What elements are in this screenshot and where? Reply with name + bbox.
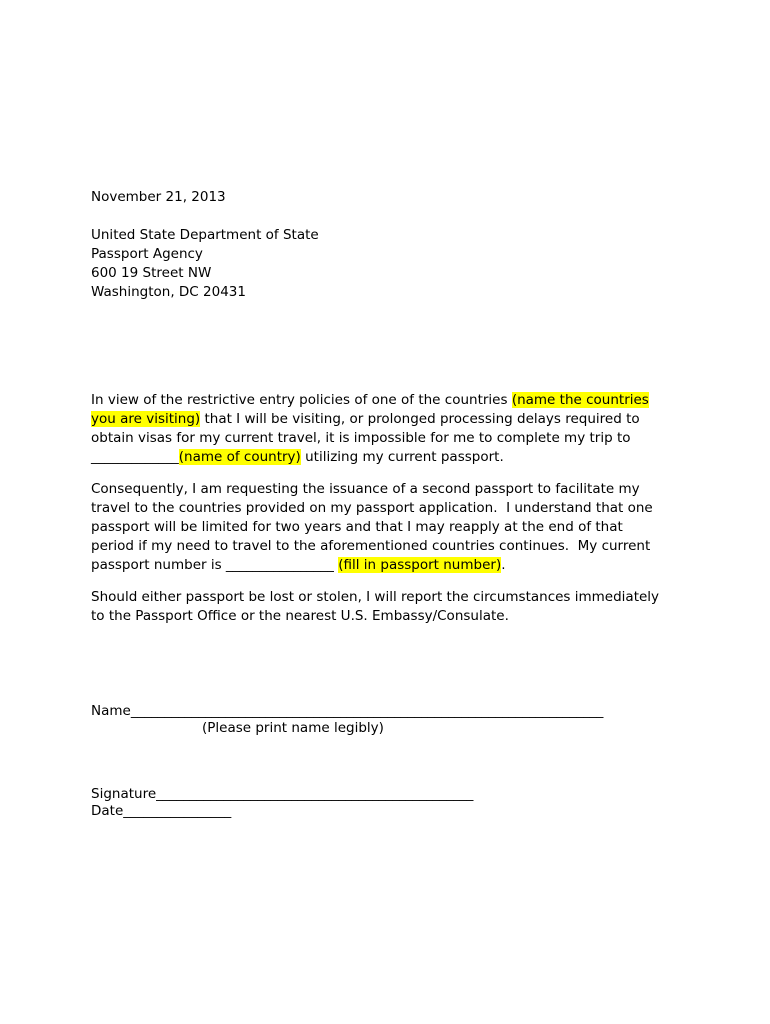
paragraph1-text: utilizing my current passport. (300, 449, 504, 465)
paragraph2-line-4: period if my need to travel to the aforementioned countries continues. My current (91, 538, 651, 554)
name-field-hint: (Please print name legibly) (202, 720, 384, 736)
recipient-line-3: 600 19 Street NW (91, 265, 212, 281)
recipient-line-1: United State Department of State (91, 227, 319, 243)
passport-number-blank: passport number is ________________ (91, 557, 339, 573)
paragraph1-line-2 (91, 410, 640, 429)
placeholder-country-name: (name of country) (178, 449, 301, 465)
placeholder-countries-visiting: (name the countries (511, 392, 649, 408)
paragraph2-line-2: travel to the countries provided on my passport application. I understand that one (91, 500, 653, 516)
paragraph2-line-1: Consequently, I am requesting the issuance of a second passport to facilitate my (91, 481, 640, 497)
signature-field-line: Signature_______________________________________________ (91, 786, 474, 802)
name-field-line: Name______________________________________________________________________ (91, 703, 604, 719)
paragraph2-period: . (501, 557, 506, 573)
placeholder-passport-number: (fill in passport number) (338, 557, 502, 573)
paragraph2-line-5 (91, 556, 506, 575)
paragraph3-line-1: Should either passport be lost or stolen, I will report the circumstances immediately (91, 589, 660, 605)
paragraph1-line-4 (91, 448, 504, 467)
date-field-line: Date________________ (91, 803, 232, 819)
paragraph1-text: In view of the restrictive entry policies of one of the countries (91, 392, 512, 408)
letter-date: November 21, 2013 (91, 189, 226, 205)
recipient-line-2: Passport Agency (91, 246, 203, 262)
country-blank: _____________ (91, 449, 179, 465)
paragraph3-line-2: to the Passport Office or the nearest U.S. Embassy/Consulate. (91, 608, 509, 624)
paragraph1-text: that I will be visiting, or prolonged processing delays required to (200, 411, 640, 427)
placeholder-countries-visiting-cont: you are visiting) (91, 411, 201, 427)
paragraph1-line-3: obtain visas for my current travel, it is impossible for me to complete my trip to (91, 430, 631, 446)
paragraph2-line-3: passport will be limited for two years and that I may reapply at the end of that (91, 519, 623, 535)
recipient-line-4: Washington, DC 20431 (91, 284, 246, 300)
paragraph1-line-1 (91, 391, 649, 410)
